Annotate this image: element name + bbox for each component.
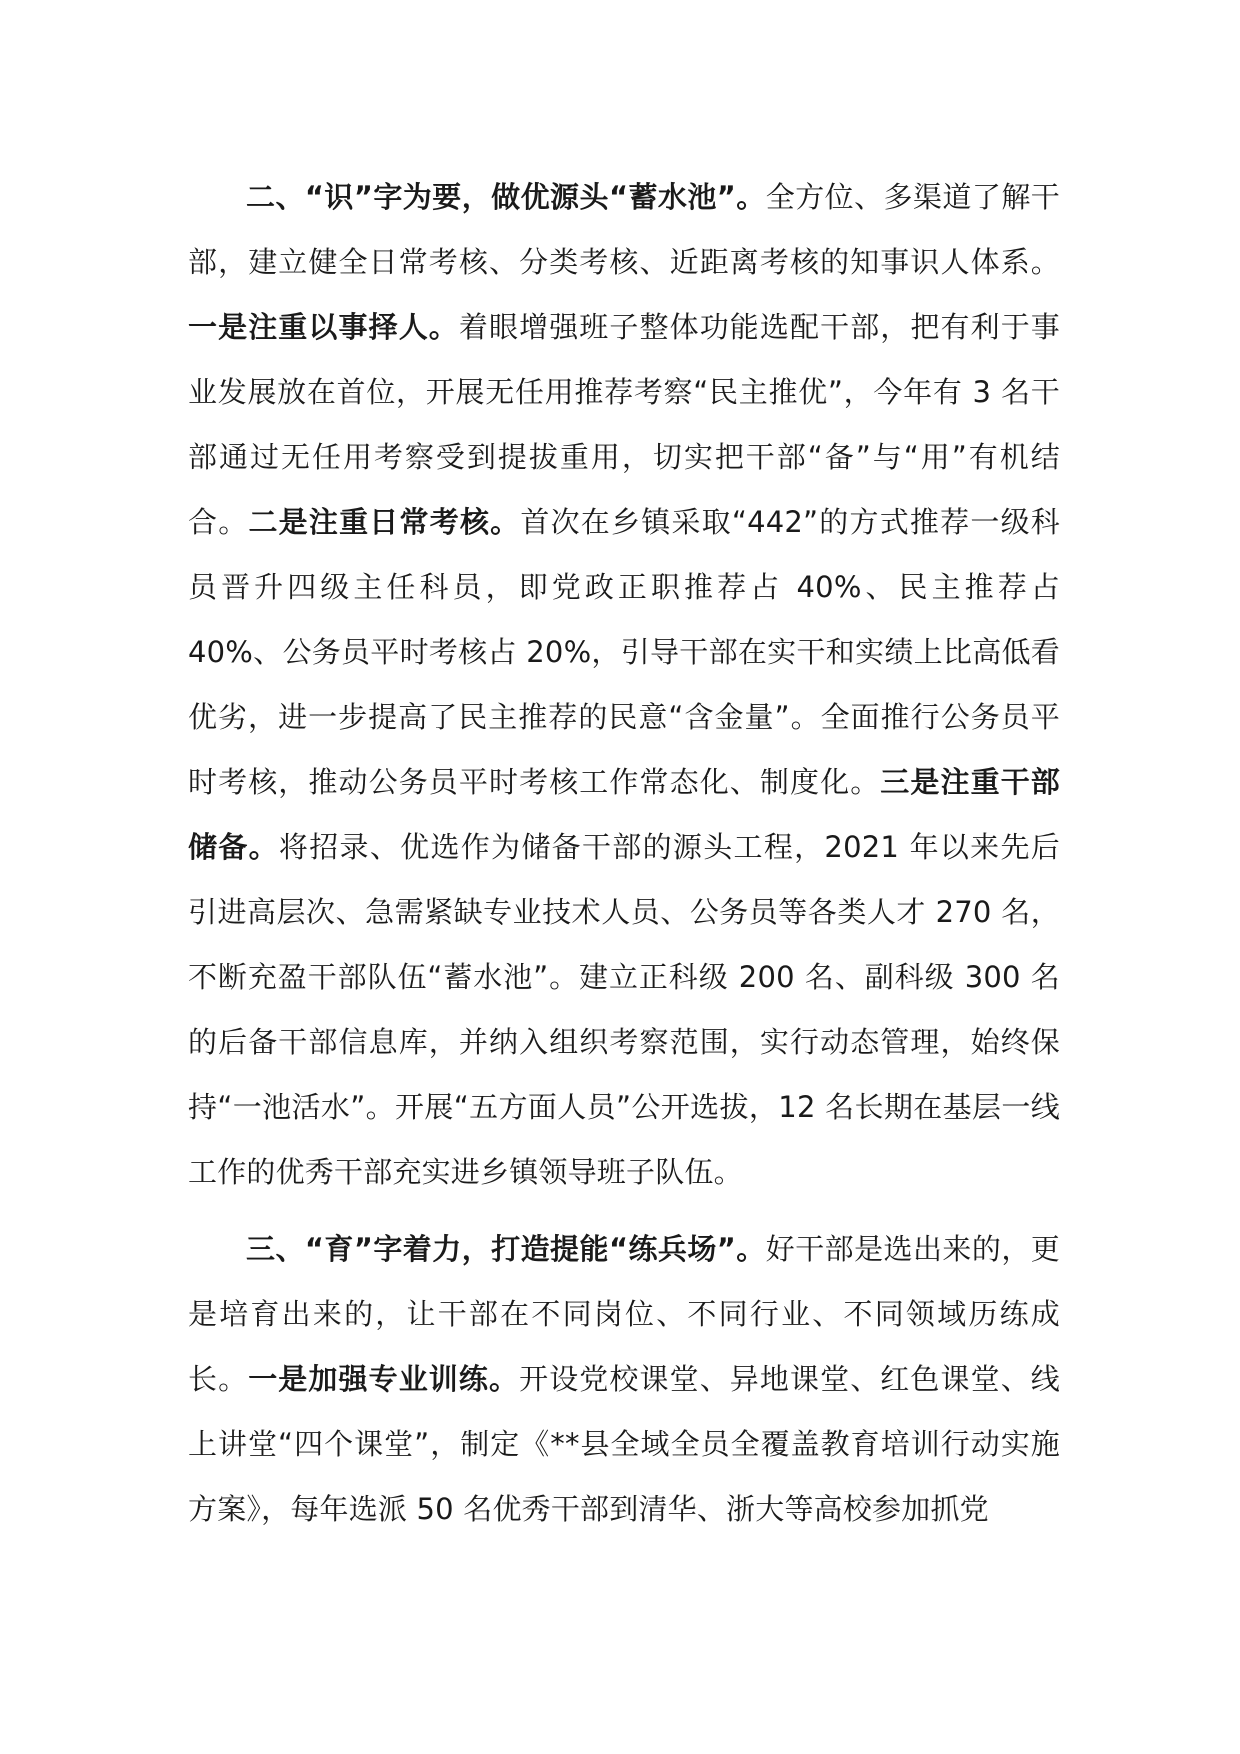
subpoint-heading-1: 一是注重以事择人。 [188,310,459,344]
paragraph-text: 好干部是选出来的，更是培育出来的，让干部在不同岗位、不同行业、不同领域历练成长。 [188,1232,1060,1396]
paragraph-text: 首次在乡镇采取“442”的方式推荐一级科员晋升四级主任科员，即党政正职推荐占 40%、民主推荐占 40%、公务员平时考核占 20%，引导干部在实干和实绩上比高低看优劣，进一步提高了民主推荐的民意“含金量”。全面推行公务员平时考核，推动公务员平时考核工作常态化、制度化。 [188,505,1060,799]
paragraph-text: 着眼增强班子整体功能选配干部，把有利于事业发展放在首位，开展无任用推荐考察“民主推优”，今年有 3 名干部通过无任用考察受到提拔重用，切实把干部“备”与“用”有机结合。 [188,310,1060,539]
paragraph-section-three [188,1217,1060,1542]
subpoint-heading-2: 二是注重日常考核。 [248,505,521,539]
section-three-heading: 三、“育”字着力，打造提能“练兵场”。 [246,1232,766,1266]
paragraph-text: 全方位、多渠道了解干部，建立健全日常考核、分类考核、近距离考核的知事识人体系。 [188,180,1060,279]
subpoint-heading-3: 三是注重干部储备。 [188,765,1060,864]
subpoint-heading-1: 一是加强专业训练。 [248,1362,520,1396]
paragraph-section-two [188,165,1060,1205]
section-two-heading: 二、“识”字为要，做优源头“蓄水池”。 [246,180,766,214]
document-page [188,165,1060,1542]
paragraph-text: 将招录、优选作为储备干部的源头工程，2021 年以来先后引进高层次、急需紧缺专业技术人员、公务员等各类人才 270 名，不断充盈干部队伍“蓄水池”。建立正科级 200 名、副科级 300 名的后备干部信息库，并纳入组织考察范围，实行动态管理，始终保持“一池活水”。开展“五方面人员”公开选拔，12 名长期在基层一线工作的优秀干部充实进乡镇领导班子队伍。 [188,830,1060,1189]
paragraph-text: 开设党校课堂、异地课堂、红色课堂、线上讲堂“四个课堂”，制定《**县全域全员全覆盖教育培训行动实施方案》，每年选派 50 名优秀干部到清华、浙大等高校参加抓党 [188,1362,1060,1526]
